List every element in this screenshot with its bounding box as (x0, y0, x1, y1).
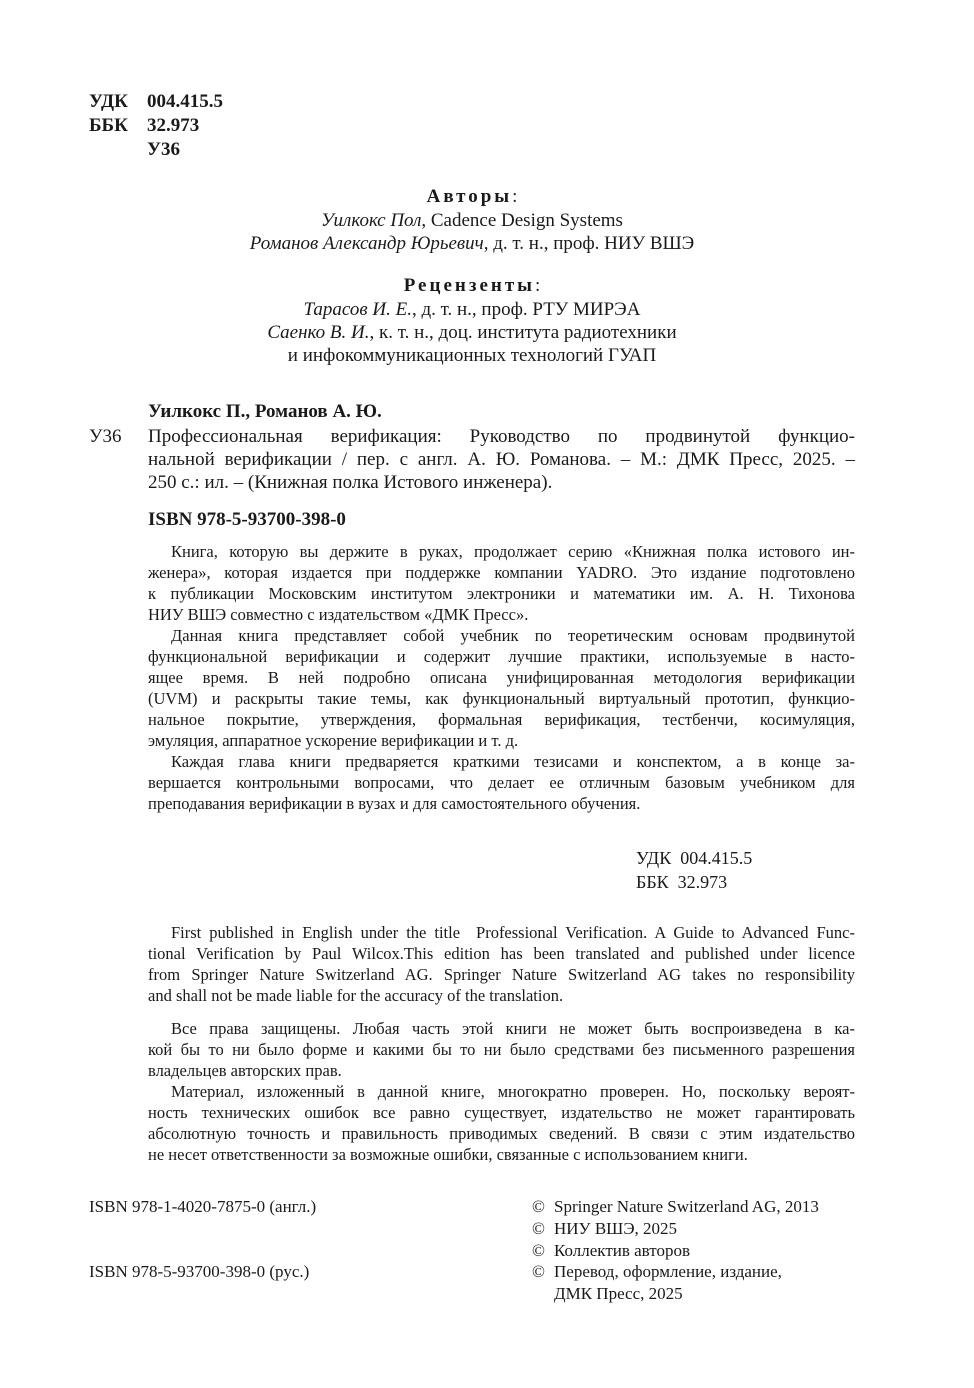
annotation-line: преподавания верификации в вузах и для самостоятельного обучения. (148, 794, 641, 813)
bib-sign: У36 (89, 426, 122, 447)
author-sign: У36 (147, 139, 180, 160)
udk-row (89, 90, 223, 114)
rights-line: не несет ответственности за возможные ошибки, связанные с использованием книги. (148, 1145, 748, 1164)
annotation-line: (UVM) и раскрыты такие темы, как функциональный виртуальный прототип, функцио- (148, 689, 855, 708)
bib-isbn: ISBN 978-5-93700-398-0 (148, 509, 346, 530)
copyright-line: ДМК Пресс, 2025 (554, 1284, 683, 1303)
bib-description (148, 425, 855, 494)
author-sign-row (89, 138, 180, 162)
udk-repeat: УДК 004.415.5 (636, 848, 753, 868)
rights-line: кой бы то ни было форме и какими бы то ни было средствами без письменного разрешения (148, 1040, 855, 1059)
bib-line: 250 с.: ил. – (Книжная полка Истового инженера). (148, 472, 553, 493)
copyright-line: © Перевод, оформление, издание, (532, 1262, 782, 1281)
authors-heading: Авторы: (426, 186, 518, 207)
bib-line: нальной верификации / пер. с англ. А. Ю. Романова. – М.: ДМК Пресс, 2025. – (148, 449, 855, 470)
reviewer-line: и инфокоммуникационных технологий ГУАП (287, 345, 657, 366)
license-line: from Springer Nature Switzerland AG. Springer Nature Switzerland AG takes no responsibility (148, 965, 855, 984)
annotation-line: НИУ ВШЭ совместно с издательством «ДМК Пресс». (148, 605, 529, 624)
rights-line: Все права защищены. Любая часть этой книги не может быть воспроизведена в ка- (171, 1019, 855, 1038)
bib-authors: Уилкокс П., Романов А. Ю. (148, 401, 382, 422)
rights-line: Материал, изложенный в данной книге, многократно проверен. Но, поскольку вероят- (171, 1082, 855, 1101)
copyright-icon: © (532, 1241, 545, 1260)
bib-line: Профессиональная верификация: Руководство по продвинутой функцио- (148, 426, 855, 447)
annotation-line: Каждая глава книги предваряется краткими тезисами и конспектом, а в конце за- (171, 752, 855, 771)
annotation-line: женера», которая издается при поддержке компании YADRO. Это издание подготовлено (148, 563, 855, 582)
annotation-line: Данная книга представляет собой учебник по теоретическим основам продвинутой (171, 626, 855, 645)
reviewer-line: Тарасов И. Е., д. т. н., проф. РТУ МИРЭА (303, 299, 641, 320)
annotation-line: Книга, которую вы держите в руках, продолжает серию «Книжная полка истового ин- (171, 542, 855, 561)
license-line: and shall not be made liable for the accuracy of the translation. (148, 986, 564, 1005)
license-line: First published in English under the title Professional Verification. A Guide to Advanced Func- (171, 923, 855, 942)
isbn-russian: ISBN 978-5-93700-398-0 (рус.) (89, 1262, 310, 1281)
rights (148, 1018, 855, 1165)
annotation-line: эмуляция, аппаратное ускорение верификации и т. д. (148, 731, 519, 750)
rights-line: владельцев авторских прав. (148, 1061, 342, 1080)
udk-label: УДК (89, 91, 128, 112)
udk-value: 004.415.5 (147, 91, 223, 112)
annotation-line: вершается контрольными вопросами, что делает ее отличным базовым учебником для (148, 773, 855, 792)
annotation-line: ящее время. В ней подробно описана унифицированная методология верификации (148, 668, 855, 687)
reviewer-line: Саенко В. И., к. т. н., доц. института радиотехники (267, 322, 677, 343)
annotation-line: нальное покрытие, утверждения, формальная верификация, тестбенчи, косимуляция, (148, 710, 855, 729)
copyright-icon: © (532, 1197, 545, 1216)
license-line: tional Verification by Paul Wilcox.This edition has been translated and published under licence (148, 944, 855, 963)
copyright-line: © Коллектив авторов (532, 1241, 690, 1260)
author-line: Романов Александр Юрьевич, д. т. н., проф. НИУ ВШЭ (249, 233, 695, 254)
license-note (148, 922, 855, 1006)
copyright-icon: © (532, 1219, 545, 1238)
copyright-line: © НИУ ВШЭ, 2025 (532, 1219, 678, 1238)
isbn-english: ISBN 978-1-4020-7875-0 (англ.) (89, 1197, 317, 1216)
annotation-line: функциональной верификации и содержит лучшие практики, используемые в насто- (148, 647, 855, 666)
rights-line: абсолютную точность и правильность приводимых сведений. В связи с этим издательство (148, 1124, 855, 1143)
annotation (148, 541, 855, 814)
copyright-icon: © (532, 1262, 545, 1281)
bbk-label: ББК (89, 115, 128, 136)
copyright-line: © Springer Nature Switzerland AG, 2013 (532, 1197, 819, 1216)
rights-line: ность технических ошибок все равно существует, издательство не может гарантировать (148, 1103, 855, 1122)
annotation-line: к публикации Московским институтом электроники и математики им. А. Н. Тихонова (148, 584, 855, 603)
bbk-value: 32.973 (147, 115, 200, 136)
bbk-repeat: ББК 32.973 (636, 872, 728, 892)
bbk-row (89, 114, 199, 138)
reviewers-heading: Рецензенты: (403, 275, 541, 296)
author-line: Уилкокс Пол, Cadence Design Systems (321, 210, 623, 231)
